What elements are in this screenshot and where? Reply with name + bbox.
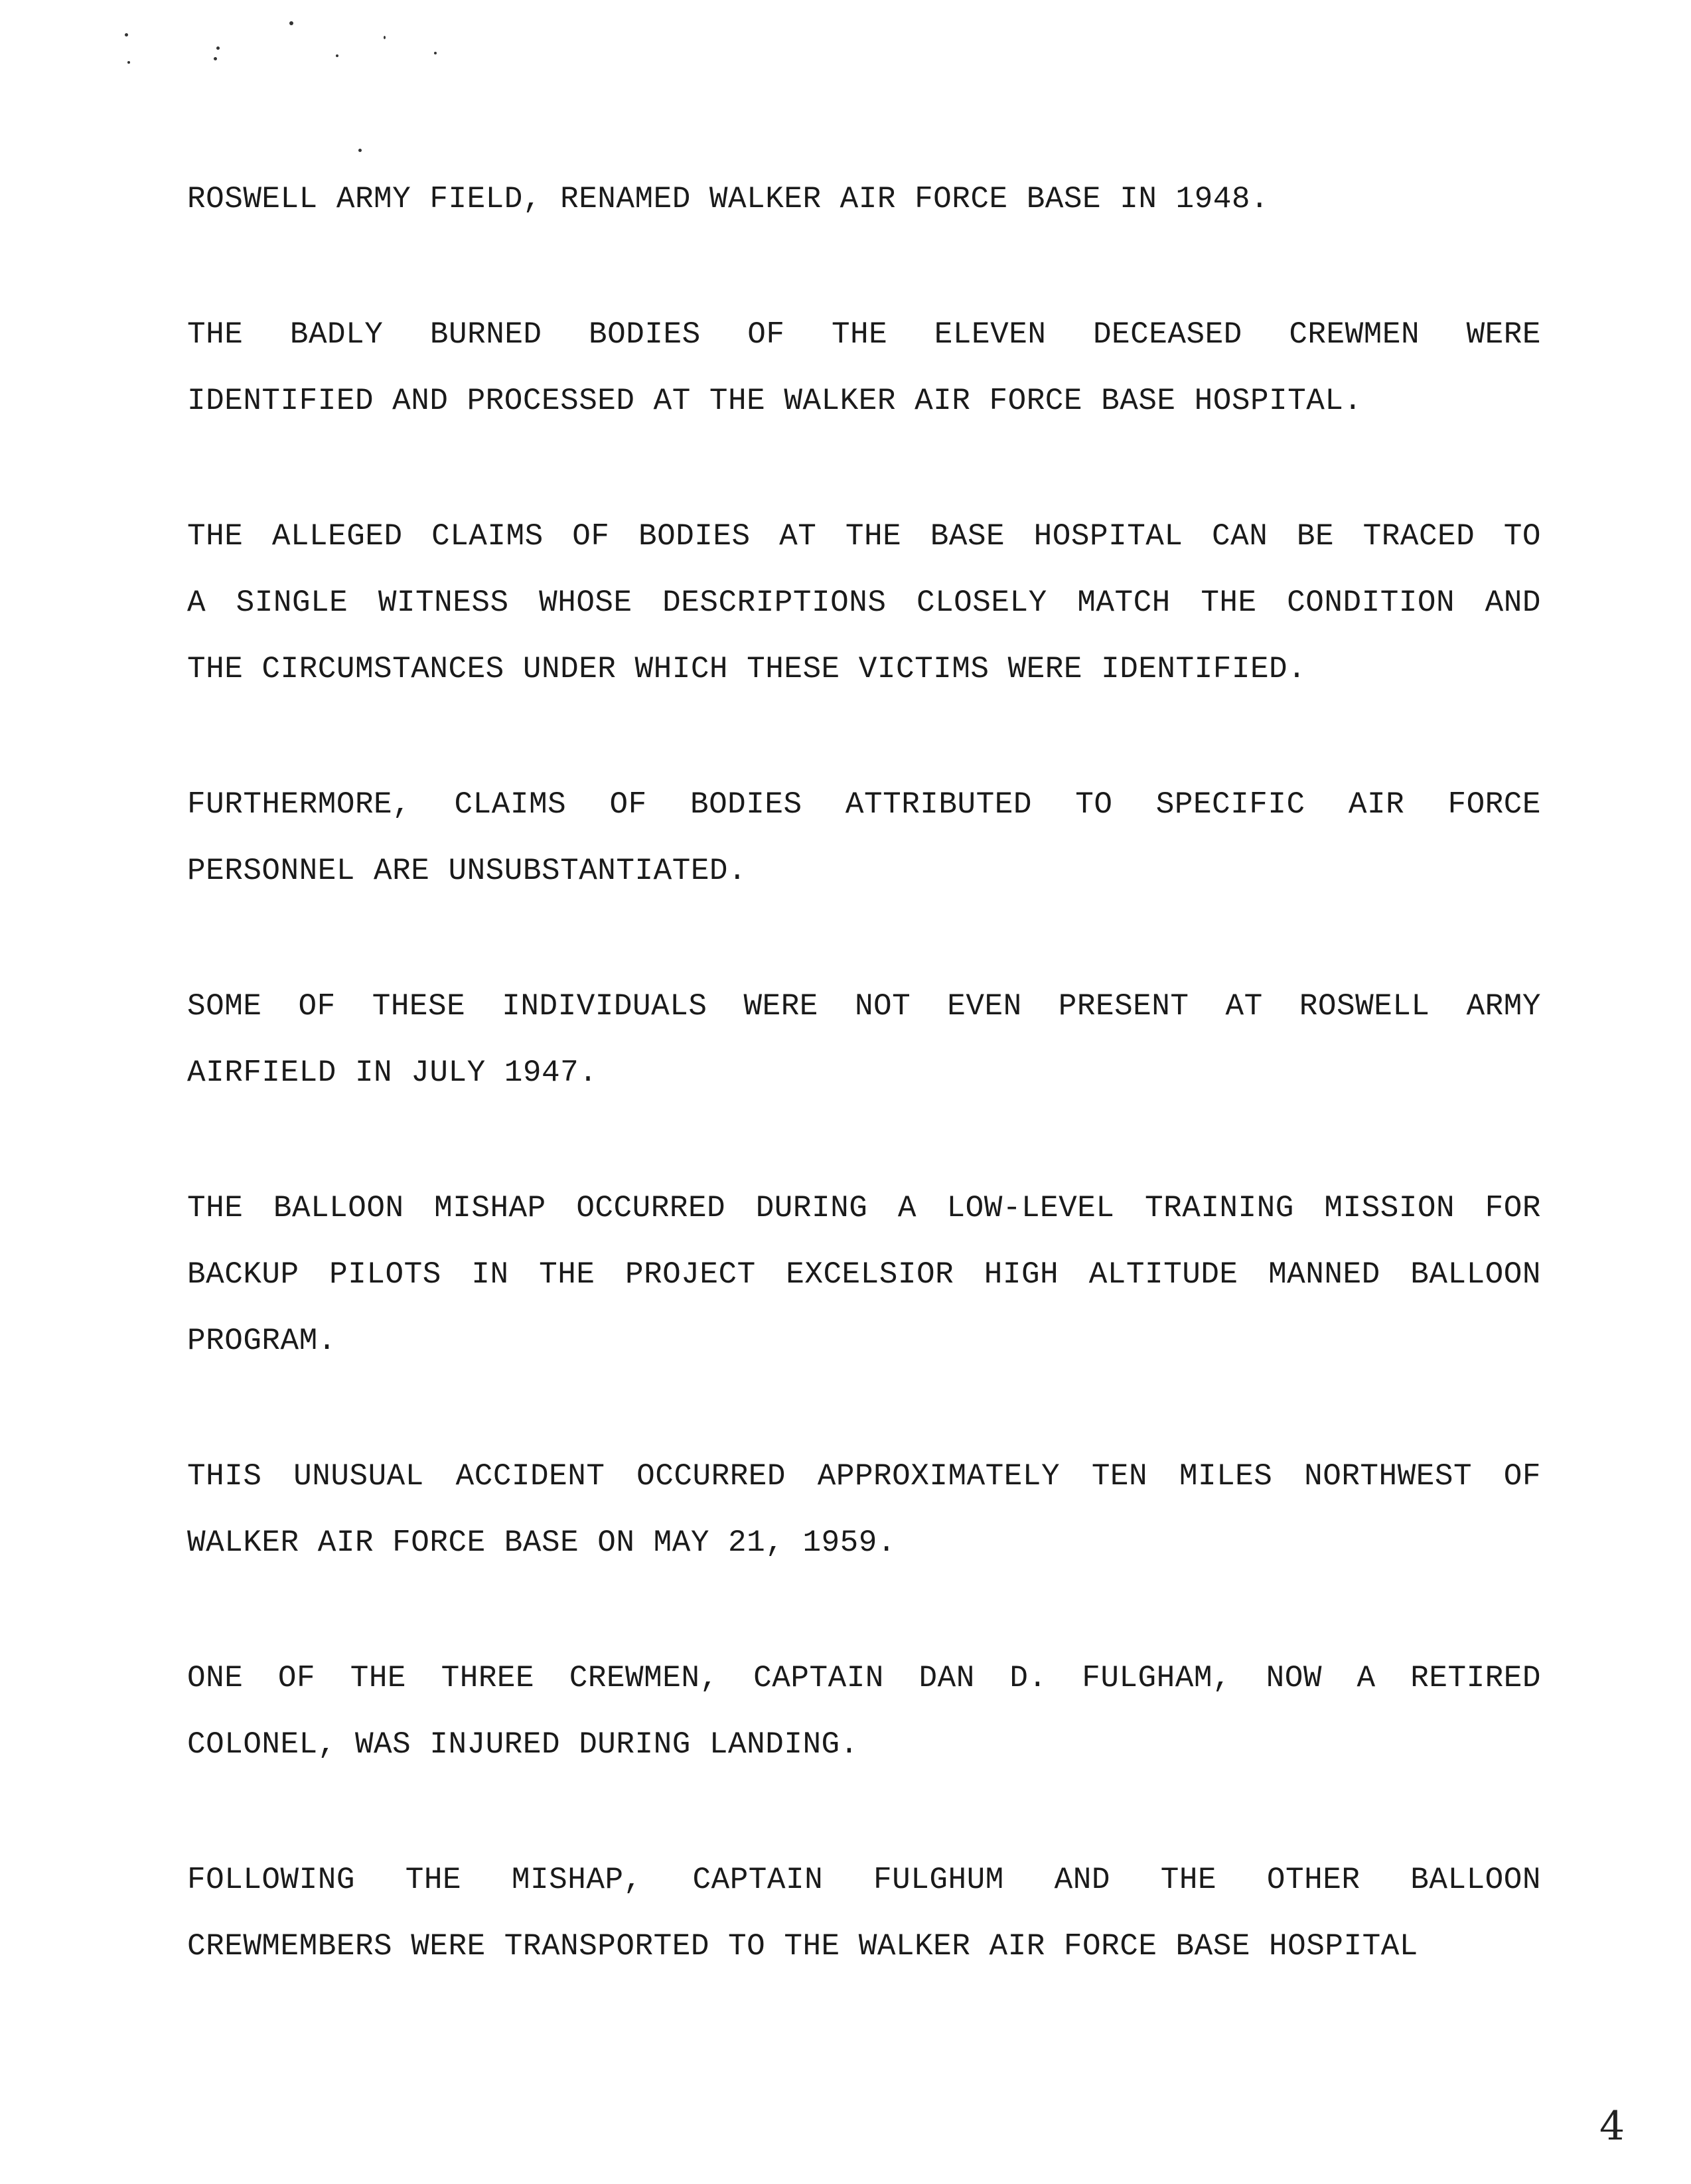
- text-line: CREWMEMBERS WERE TRANSPORTED TO THE WALKER AIR FORCE BASE HOSPITAL: [187, 1929, 1418, 1964]
- scan-speck: [384, 36, 386, 39]
- text-line: WALKER AIR FORCE BASE ON MAY 21, 1959.: [187, 1525, 896, 1560]
- scan-speck: [434, 52, 437, 54]
- text-line: ROSWELL ARMY FIELD, RENAMED WALKER AIR FORCE BASE IN 1948.: [187, 182, 1270, 216]
- text-line: BACKUP PILOTS IN THE PROJECT EXCELSIOR HIGH ALTITUDE MANNED BALLOON: [187, 1257, 1541, 1292]
- paragraph: [187, 1847, 1541, 1980]
- paragraph: [187, 973, 1541, 1106]
- paragraph: [187, 503, 1541, 702]
- text-line: IDENTIFIED AND PROCESSED AT THE WALKER AIR FORCE BASE HOSPITAL.: [187, 384, 1362, 418]
- text-line: PROGRAM.: [187, 1324, 336, 1358]
- paragraph: [187, 301, 1541, 434]
- scan-speck: [289, 21, 293, 25]
- text-line: COLONEL, WAS INJURED DURING LANDING.: [187, 1727, 859, 1762]
- text-line: PERSONNEL ARE UNSUBSTANTIATED.: [187, 854, 747, 888]
- scan-speck: [336, 54, 338, 57]
- text-line: THE ALLEGED CLAIMS OF BODIES AT THE BASE HOSPITAL CAN BE TRACED TO: [187, 519, 1541, 554]
- text-line: THE CIRCUMSTANCES UNDER WHICH THESE VICTIMS WERE IDENTIFIED.: [187, 652, 1307, 686]
- paragraph: [187, 1443, 1541, 1576]
- scan-speck: [125, 33, 128, 37]
- text-line: FURTHERMORE, CLAIMS OF BODIES ATTRIBUTED TO SPECIFIC AIR FORCE: [187, 787, 1541, 822]
- paragraph: [187, 1175, 1541, 1374]
- text-line: AIRFIELD IN JULY 1947.: [187, 1055, 598, 1090]
- paragraph: [187, 1645, 1541, 1778]
- scan-speck: [216, 46, 220, 50]
- text-line: THE BADLY BURNED BODIES OF THE ELEVEN DECEASED CREWMEN WERE: [187, 317, 1541, 352]
- page-number: 4: [1599, 2103, 1625, 2149]
- scan-speck: [358, 149, 362, 152]
- paragraph: [187, 166, 1541, 232]
- text-line: ONE OF THE THREE CREWMEN, CAPTAIN DAN D. FULGHAM, NOW A RETIRED: [187, 1661, 1541, 1695]
- text-line: THE BALLOON MISHAP OCCURRED DURING A LOW-LEVEL TRAINING MISSION FOR: [187, 1191, 1541, 1225]
- text-line: FOLLOWING THE MISHAP, CAPTAIN FULGHUM AND THE OTHER BALLOON: [187, 1863, 1541, 1897]
- text-line: A SINGLE WITNESS WHOSE DESCRIPTIONS CLOSELY MATCH THE CONDITION AND: [187, 585, 1541, 620]
- text-line: SOME OF THESE INDIVIDUALS WERE NOT EVEN PRESENT AT ROSWELL ARMY: [187, 989, 1541, 1024]
- text-line: THIS UNUSUAL ACCIDENT OCCURRED APPROXIMATELY TEN MILES NORTHWEST OF: [187, 1459, 1541, 1494]
- scan-speck: [127, 61, 130, 64]
- document-body: [187, 166, 1541, 2049]
- paragraph: [187, 771, 1541, 904]
- scan-speck: [214, 57, 217, 60]
